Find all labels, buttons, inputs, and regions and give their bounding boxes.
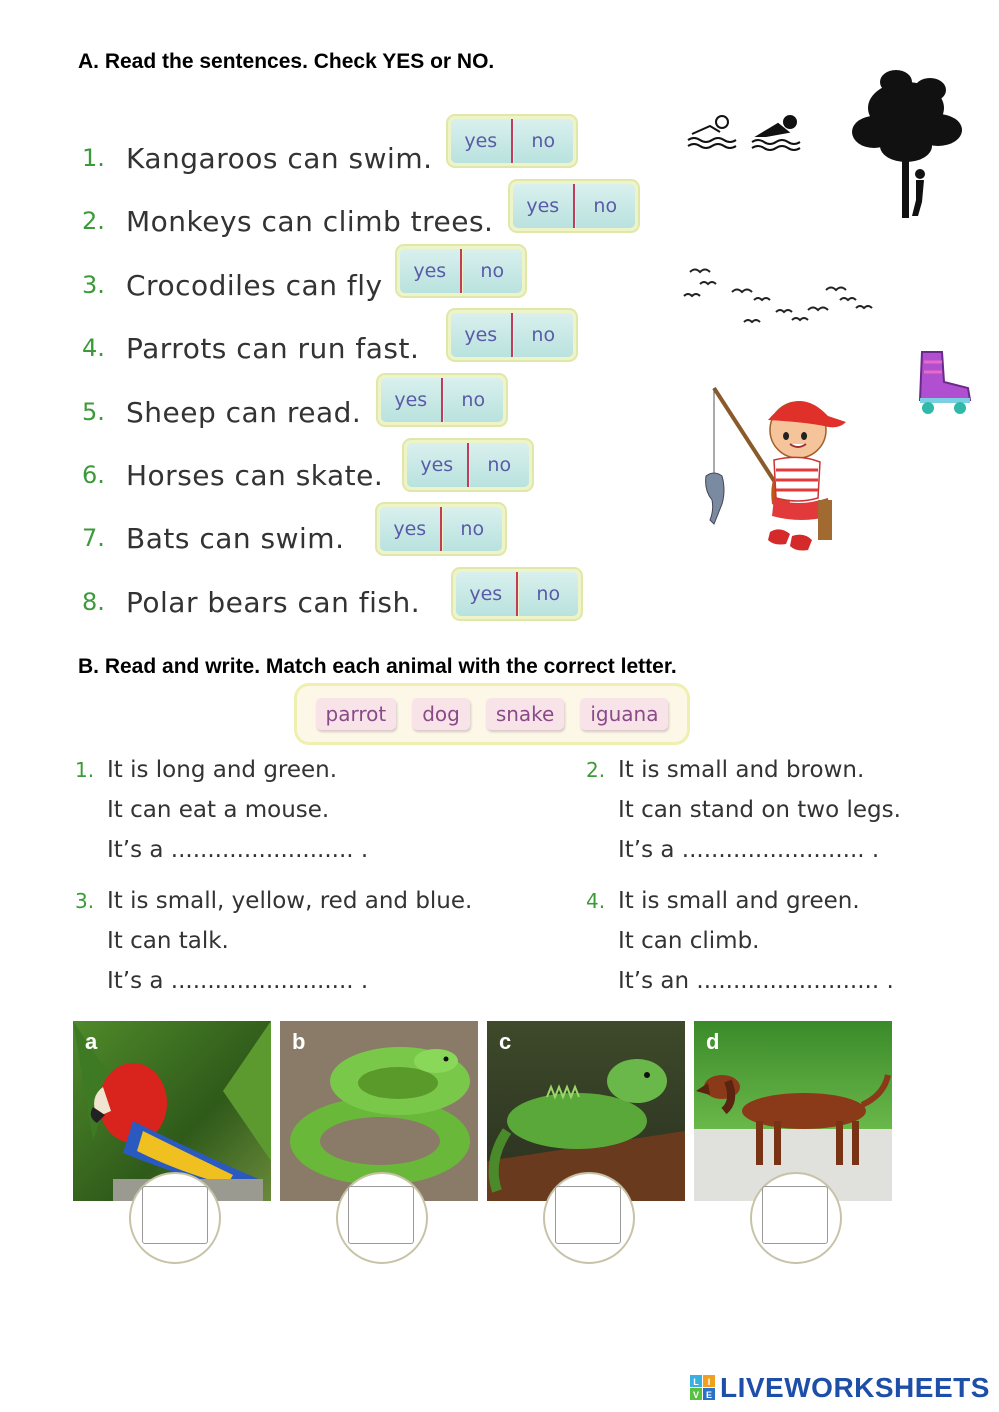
riddle-line: It is small, yellow, red and blue.: [107, 888, 473, 914]
answer-box-c[interactable]: [555, 1186, 621, 1244]
answer-line[interactable]: It’s a ......................... .: [107, 837, 369, 863]
item-number: 3.: [82, 271, 105, 299]
riddle-number: 2.: [586, 758, 606, 782]
answer-box-a[interactable]: [142, 1186, 208, 1244]
no-button[interactable]: no: [470, 443, 530, 487]
sentence-row: [82, 387, 361, 437]
word-snake[interactable]: snake: [486, 698, 565, 730]
badge-letter: E: [705, 1390, 713, 1400]
yes-button[interactable]: yes: [451, 313, 513, 357]
sentence-text: Polar bears can fish.: [126, 585, 421, 619]
no-button[interactable]: no: [519, 572, 579, 616]
photo-letter: c: [499, 1029, 512, 1054]
item-number: 2.: [82, 207, 105, 235]
sentence-text: Sheep can read.: [126, 395, 362, 429]
answer-line[interactable]: It’s a ......................... .: [618, 837, 880, 863]
tree-climber-icon: [846, 66, 968, 222]
riddle-3: [75, 881, 473, 1001]
sentence-row: [82, 260, 383, 310]
photo-letter: a: [85, 1029, 98, 1054]
sentence-row: [82, 133, 433, 183]
item-number: 5.: [82, 398, 105, 426]
answer-line[interactable]: It’s an ......................... .: [618, 968, 894, 994]
sentence-row: [82, 196, 493, 246]
word-iguana[interactable]: iguana: [580, 698, 668, 730]
liveworksheets-logo: [690, 1372, 990, 1404]
no-button[interactable]: no: [576, 184, 636, 228]
birds-flying-icon: [680, 264, 880, 334]
yes-no-toggle: [377, 504, 505, 554]
yes-button[interactable]: yes: [451, 119, 513, 163]
item-number: 7.: [82, 524, 105, 552]
yes-button[interactable]: yes: [407, 443, 469, 487]
sentence-row: [82, 323, 419, 373]
yes-button[interactable]: yes: [400, 249, 462, 293]
yes-no-toggle: [404, 440, 532, 490]
yes-button[interactable]: yes: [456, 572, 518, 616]
roller-skate-icon: [914, 348, 974, 416]
photo-letter: d: [706, 1029, 720, 1054]
no-button[interactable]: no: [514, 313, 574, 357]
answer-box-d[interactable]: [762, 1186, 828, 1244]
riddle-line: It is long and green.: [107, 757, 338, 783]
riddle-line: It can climb.: [618, 928, 760, 954]
item-number: 8.: [82, 588, 105, 616]
badge-letter: I: [707, 1377, 711, 1387]
riddle-4: [586, 881, 894, 1001]
yes-no-toggle: [448, 310, 576, 360]
badge-letter: V: [692, 1390, 700, 1400]
sentence-row: [82, 513, 344, 563]
word-dog[interactable]: dog: [412, 698, 470, 730]
yes-no-toggle: [448, 116, 576, 166]
section-b-heading: B. Read and write. Match each animal with the correct letter.: [78, 655, 677, 678]
riddle-line: It can talk.: [107, 928, 229, 954]
riddle-number: 3.: [75, 889, 95, 913]
fishing-girl-icon: [700, 380, 860, 556]
yes-no-toggle: [510, 181, 638, 231]
no-button[interactable]: no: [463, 249, 523, 293]
item-number: 1.: [82, 144, 105, 172]
photo-letter: b: [292, 1029, 306, 1054]
riddle-line: It can eat a mouse.: [107, 797, 330, 823]
sentence-text: Parrots can run fast.: [126, 331, 420, 365]
section-a-heading: A. Read the sentences. Check YES or NO.: [78, 50, 495, 73]
liveworksheets-badge-icon: [690, 1375, 716, 1401]
riddle-number: 1.: [75, 758, 95, 782]
yes-button[interactable]: yes: [381, 378, 443, 422]
yes-button[interactable]: yes: [380, 507, 442, 551]
yes-no-toggle: [397, 246, 525, 296]
riddle-number: 4.: [586, 889, 606, 913]
riddle-line: It can stand on two legs.: [618, 797, 901, 823]
riddle-line: It is small and green.: [618, 888, 860, 914]
sentence-text: Bats can swim.: [126, 521, 345, 555]
sentence-text: Kangaroos can swim.: [126, 141, 433, 175]
yes-no-toggle: [378, 375, 506, 425]
item-number: 4.: [82, 334, 105, 362]
no-button[interactable]: no: [444, 378, 504, 422]
sentence-row: [82, 450, 383, 500]
word-bank: [297, 686, 687, 742]
answer-box-b[interactable]: [348, 1186, 414, 1244]
sentence-text: Crocodiles can fly: [126, 268, 383, 302]
yes-button[interactable]: yes: [513, 184, 575, 228]
no-button[interactable]: no: [443, 507, 503, 551]
riddle-2: [586, 750, 901, 870]
riddle-1: [75, 750, 369, 870]
logo-text: LIVEWORKSHEETS: [720, 1372, 990, 1403]
badge-letter: L: [693, 1377, 699, 1387]
item-number: 6.: [82, 461, 105, 489]
word-parrot[interactable]: parrot: [316, 698, 397, 730]
sentence-text: Horses can skate.: [126, 458, 384, 492]
yes-no-toggle: [453, 569, 581, 619]
swimmer-icon: [686, 108, 810, 152]
sentence-row: [82, 577, 420, 627]
riddle-line: It is small and brown.: [618, 757, 865, 783]
sentence-text: Monkeys can climb trees.: [126, 204, 494, 238]
no-button[interactable]: no: [514, 119, 574, 163]
answer-line[interactable]: It’s a ......................... .: [107, 968, 369, 994]
